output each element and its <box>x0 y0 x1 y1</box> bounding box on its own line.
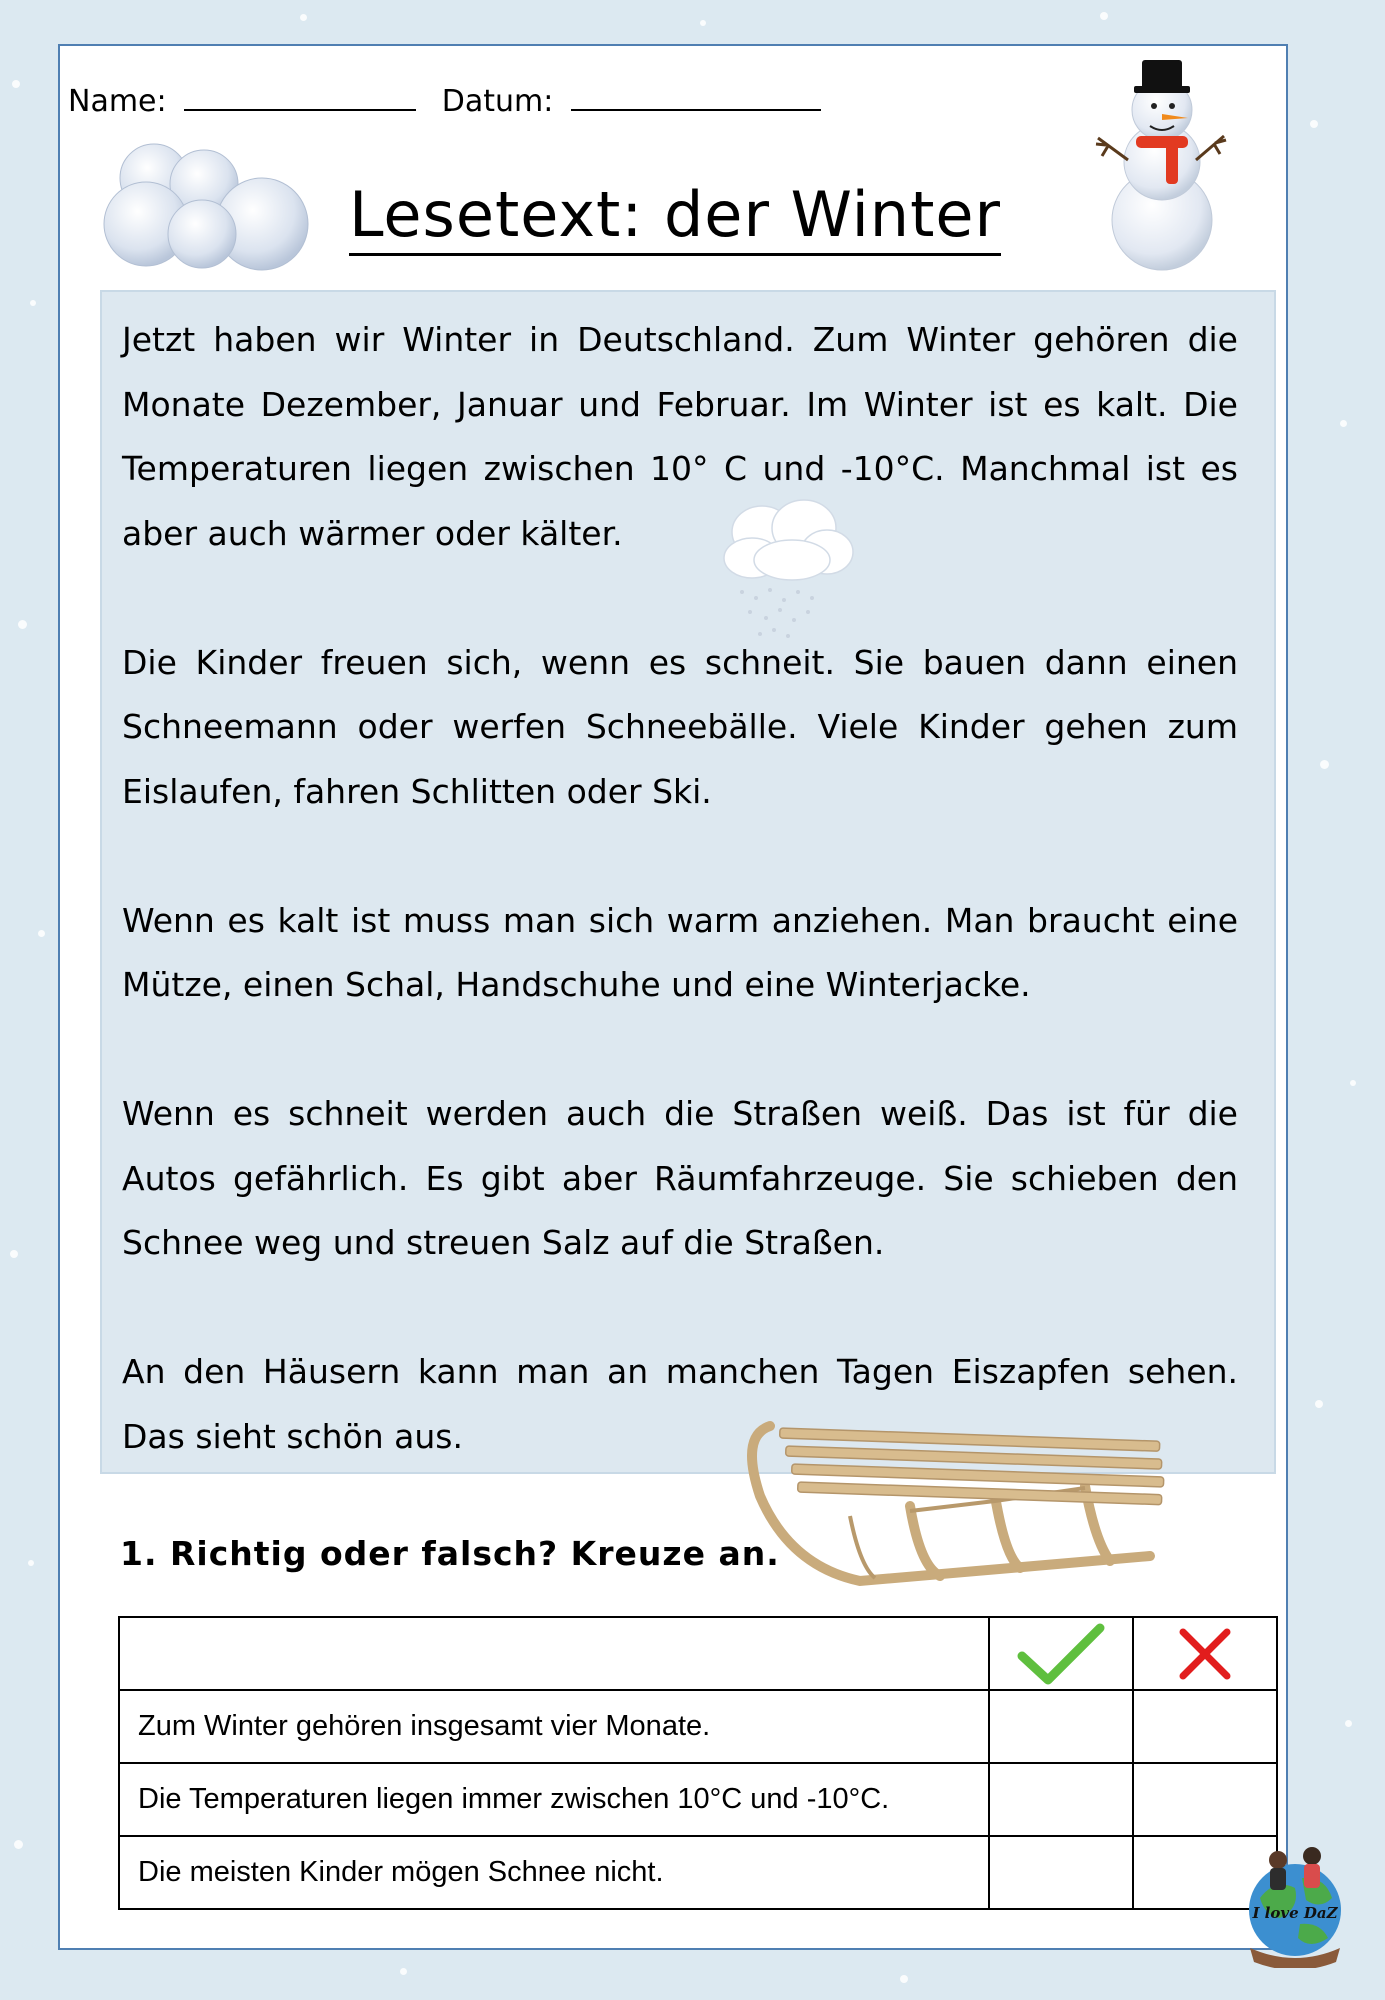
reading-paragraph: Die Kinder freuen sich, wenn es schneit. Sie bauen dann einen Schneemann oder werfen Schneebälle. Viele Kinder gehen zum Eislaufen, fahren Schlitten oder Ski. <box>122 642 1238 811</box>
i-love-daz-logo <box>1240 1838 1350 1968</box>
reading-paragraph: Wenn es kalt ist muss man sich warm anziehen. Man braucht eine Mütze, einen Schal, Handschuhe und eine Winterjacke. <box>122 900 1238 1004</box>
worksheet-page <box>58 44 1288 1950</box>
reading-paragraph: An den Häusern kann man an manchen Tagen Eiszapfen sehen. Das sieht schön aus. <box>122 1352 1238 1456</box>
table-header-empty <box>119 1617 989 1690</box>
name-date-line <box>68 84 821 119</box>
correct-checkbox[interactable] <box>989 1836 1133 1909</box>
date-field[interactable] <box>571 105 821 111</box>
logo-text: I love DaZ <box>1252 1904 1338 1922</box>
wrong-column-header <box>1133 1617 1277 1690</box>
statement-cell: Die Temperaturen liegen immer zwischen 10°C und -10°C. <box>119 1763 989 1836</box>
exercise-question: 1. Richtig oder falsch? Kreuze an. <box>120 1534 780 1573</box>
wrong-checkbox[interactable] <box>1133 1763 1277 1836</box>
cross-icon <box>1175 1624 1235 1684</box>
reading-paragraph: Jetzt haben wir Winter in Deutschland. Zum Winter gehören die Monate Dezember, Januar und Februar. Im Winter ist es kalt. Die Temperaturen liegen zwischen 10° C und -10°C. Manchmal ist es aber auch wärmer oder kälter. <box>122 320 1238 553</box>
check-icon <box>1016 1622 1106 1686</box>
statement-cell: Zum Winter gehören insgesamt vier Monate. <box>119 1690 989 1763</box>
table-header-row <box>119 1617 1277 1690</box>
name-field[interactable] <box>184 105 416 111</box>
statement-cell: Die meisten Kinder mögen Schnee nicht. <box>119 1836 989 1909</box>
correct-column-header <box>989 1617 1133 1690</box>
reading-paragraph: Wenn es schneit werden auch die Straßen weiß. Das ist für die Autos gefährlich. Es gibt aber Räumfahrzeuge. Sie schieben den Schnee weg und streuen Salz auf die Straßen. <box>122 1094 1238 1262</box>
reading-text-box <box>100 290 1276 1474</box>
wrong-checkbox[interactable] <box>1133 1690 1277 1763</box>
table-row <box>119 1836 1277 1909</box>
name-label: Name: <box>68 84 167 119</box>
table-row <box>119 1690 1277 1763</box>
correct-checkbox[interactable] <box>989 1763 1133 1836</box>
sled-icon <box>740 1416 1180 1626</box>
snow-cloud-icon <box>712 494 862 644</box>
page-title: Lesetext: der Winter <box>60 178 1290 251</box>
date-label: Datum: <box>441 84 554 119</box>
table-row <box>119 1763 1277 1836</box>
true-false-table <box>118 1616 1278 1910</box>
correct-checkbox[interactable] <box>989 1690 1133 1763</box>
